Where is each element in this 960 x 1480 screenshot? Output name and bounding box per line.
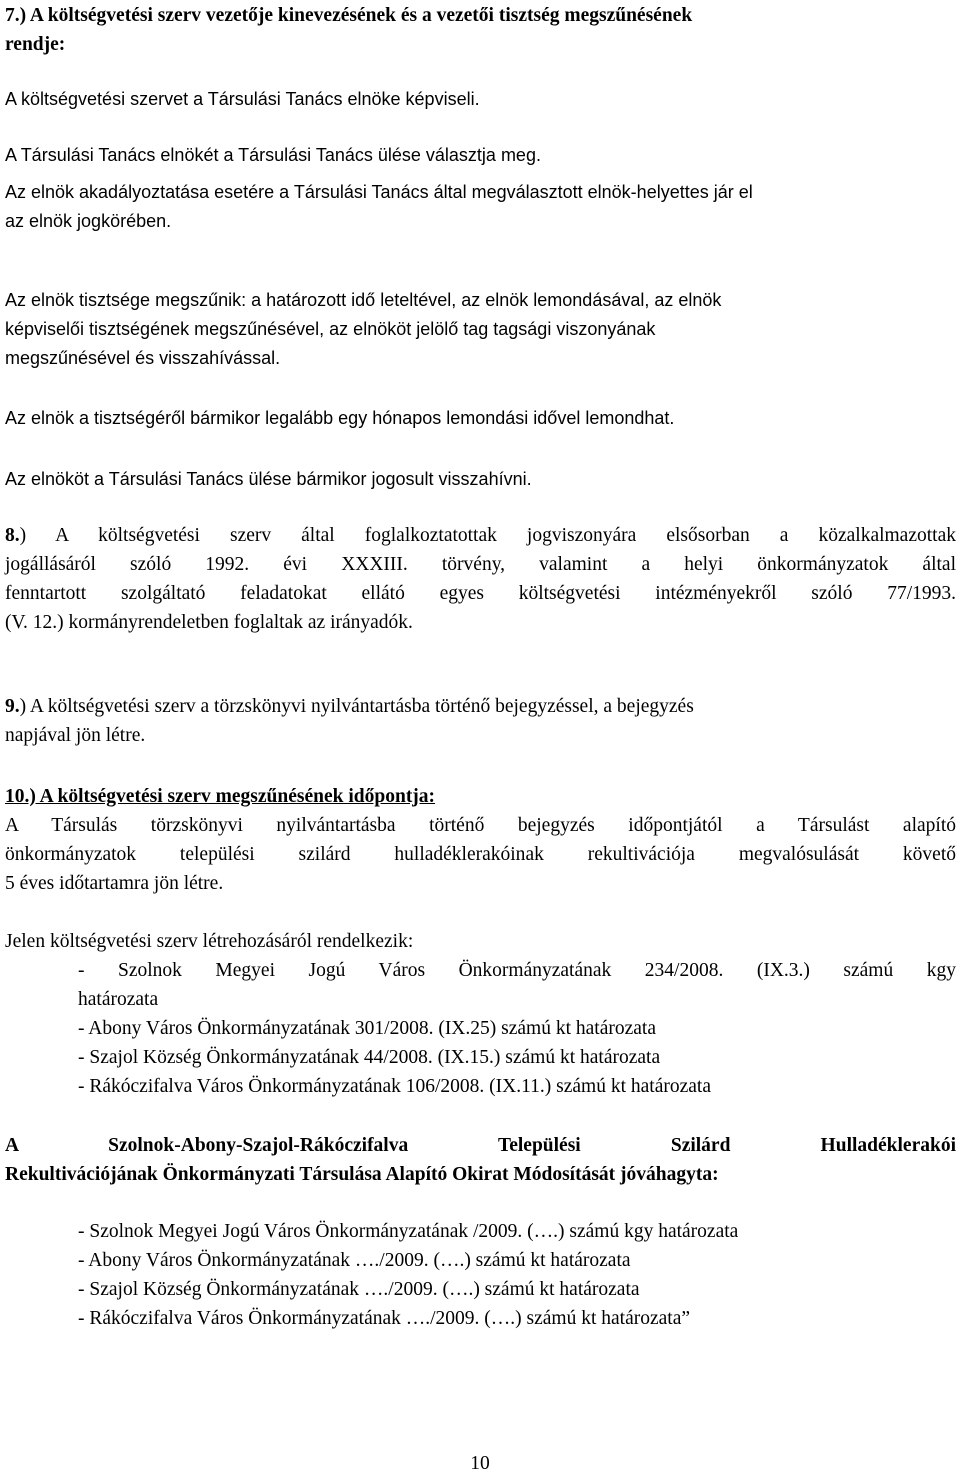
section-9-line-2: napjával jön létre. — [5, 725, 146, 746]
founder-item-szajol: - Szajol Község Önkormányzatának 44/2008. (IX.15.) számú kt határozata — [78, 1047, 661, 1068]
approval-item-rakoczifalva: - Rákóczifalva Város Önkormányzatának …./2009. (….) számú kt határozata” — [78, 1308, 691, 1329]
founder-item-abony: - Abony Város Önkormányzatának 301/2008. (IX.25) számú kt határozata — [78, 1018, 656, 1039]
approval-heading-line-1: A Szolnok-Abony-Szajol-Rákóczifalva Települési Szilárd Hulladéklerakói — [5, 1135, 956, 1156]
section-8-line-2: jogállásáról szóló 1992. évi XXXIII. törvény, valamint a helyi önkormányzatok által — [5, 554, 956, 575]
approval-item-szajol: - Szajol Község Önkormányzatának …./2009. (….) számú kt határozata — [78, 1279, 640, 1300]
paragraph-resignation: Az elnök a tisztségéről bármikor legalább egy hónapos lemondási idővel lemondhat. — [5, 408, 675, 428]
approval-item-szolnok: - Szolnok Megyei Jogú Város Önkormányzatának /2009. (….) számú kgy határozata — [78, 1221, 739, 1242]
section-7-heading-line-1: 7.) A költségvetési szerv vezetője kinevezésének és a vezetői tisztség megszűnésének — [5, 5, 693, 26]
section-9-text: ) A költségvetési szerv a törzskönyvi nyilvántartásba történő bejegyzéssel, a bejegyzés — [19, 696, 694, 717]
paragraph-election: A Társulási Tanács elnökét a Társulási Tanács ülése választja meg. — [5, 145, 541, 165]
section-8-line-4: (V. 12.) kormányrendeletben foglaltak az irányadók. — [5, 612, 413, 633]
section-8-text: ) A költségvetési szerv által foglalkoztatottak jogviszonyára elsősorban a közalkalmazottak — [19, 525, 956, 546]
approval-item-abony: - Abony Város Önkormányzatának …./2009. (….) számú kt határozata — [78, 1250, 631, 1271]
section-10-line-1: A Társulás törzskönyvi nyilvántartásba történő bejegyzés időpontjától a Társulást alapító — [5, 815, 956, 836]
section-8-line-3: fenntartott szolgáltató feladatokat ellátó egyes költségvetési intézményekről szóló 77/1993. — [5, 583, 956, 604]
paragraph-representation: A költségvetési szervet a Társulási Tanács elnöke képviseli. — [5, 89, 480, 109]
founder-item-rakoczifalva: - Rákóczifalva Város Önkormányzatának 106/2008. (IX.11.) számú kt határozata — [78, 1076, 711, 1097]
founder-item-szolnok-cont: határozata — [78, 989, 159, 1010]
paragraph-recall: Az elnököt a Társulási Tanács ülése bármikor jogosult visszahívni. — [5, 469, 532, 489]
section-8-line-1 — [5, 521, 956, 550]
paragraph-termination-line-3: megszűnésével és visszahívással. — [5, 348, 281, 368]
approval-heading-line-2: Rekultivációjának Önkormányzati Társulása Alapító Okirat Módosítását jóváhagyta: — [5, 1164, 719, 1185]
section-8-number: 8. — [5, 525, 20, 546]
paragraph-deputy-line-2: az elnök jogkörében. — [5, 211, 172, 231]
paragraph-termination-line-2: képviselői tisztségének megszűnésével, az elnököt jelölő tag tagsági viszonyának — [5, 319, 656, 339]
section-9-number: 9. — [5, 696, 20, 717]
section-10-heading: 10.) A költségvetési szerv megszűnésének időpontja: — [5, 786, 436, 807]
paragraph-deputy-line-1: Az elnök akadályoztatása esetére a Társulási Tanács által megválasztott elnök-helyettes jár el — [5, 182, 753, 202]
founder-item-szolnok: - Szolnok Megyei Jogú Város Önkormányzatának 234/2008. (IX.3.) számú kgy — [78, 960, 956, 981]
section-10-line-2: önkormányzatok települési szilárd hulladéklerakóinak rekultivációja megvalósulását követő — [5, 844, 956, 865]
section-7-heading-line-2: rendje: — [5, 34, 66, 55]
section-9-line-1 — [5, 692, 694, 721]
paragraph-termination-line-1: Az elnök tisztsége megszűnik: a határozott idő leteltével, az elnök lemondásával, az elnök — [5, 290, 722, 310]
founders-intro: Jelen költségvetési szerv létrehozásáról rendelkezik: — [5, 931, 414, 952]
section-10-line-3: 5 éves időtartamra jön létre. — [5, 873, 224, 894]
page-number: 10 — [470, 1453, 490, 1474]
